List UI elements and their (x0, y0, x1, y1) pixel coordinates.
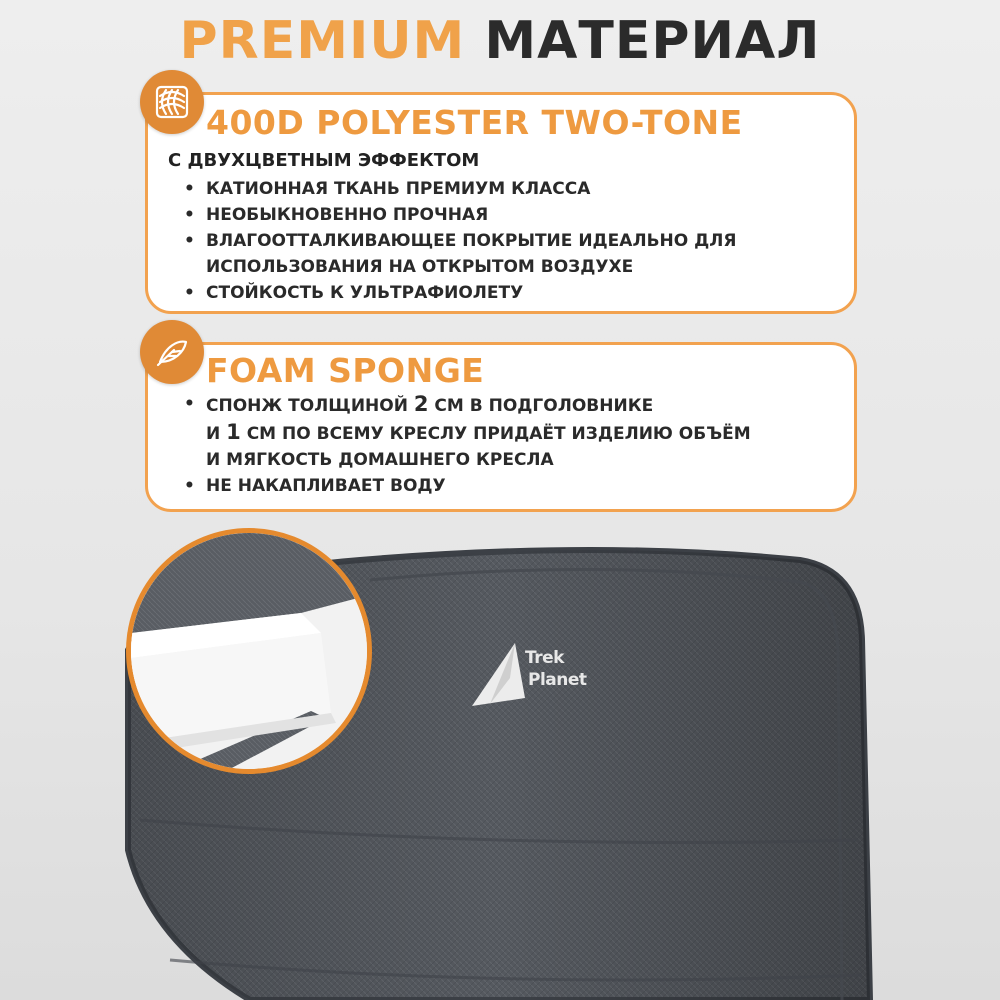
logo-text-trek: Trek (525, 648, 564, 668)
feature-list-foam (168, 391, 751, 499)
feather-icon (140, 320, 204, 384)
list-item: • СПОНЖ ТОЛЩИНОЙ 2 СМ В ПОДГОЛОВНИКЕ (168, 391, 751, 419)
list-item: • ВЛАГООТТАЛКИВАЮЩЕЕ ПОКРЫТИЕ ИДЕАЛЬНО ДЛЯ (168, 228, 736, 254)
card-subtitle: С ДВУХЦВЕТНЫМ ЭФФЕКТОМ (168, 150, 480, 171)
card-heading-foam: FOAM SPONGE (206, 351, 485, 390)
feature-list-polyester (168, 176, 736, 306)
feature-card-foam (145, 342, 857, 512)
list-item: • КАТИОННАЯ ТКАНЬ ПРЕМИУМ КЛАССА (168, 176, 736, 202)
logo-text-planet: Planet (528, 670, 587, 690)
material-layers-illustration (131, 533, 372, 774)
card-heading-polyester: 400D POLYESTER TWO-TONE (206, 103, 743, 142)
feature-card-polyester (145, 92, 857, 314)
list-item: • СТОЙКОСТЬ К УЛЬТРАФИОЛЕТУ (168, 280, 736, 306)
list-item-continuation: ИСПОЛЬЗОВАНИЯ НА ОТКРЫТОМ ВОЗДУХЕ (206, 257, 634, 277)
page-title (0, 10, 1000, 72)
title-material: МАТЕРИАЛ (484, 11, 821, 71)
trek-planet-logo (470, 638, 600, 708)
list-item-continuation: И МЯГКОСТЬ ДОМАШНЕГО КРЕСЛА (206, 450, 554, 470)
list-item: • НЕ НАКАПЛИВАЕТ ВОДУ (168, 473, 751, 499)
fabric-weave-icon (140, 70, 204, 134)
material-zoom-circle (126, 528, 372, 774)
list-item-continuation: И 1 СМ ПО ВСЕМУ КРЕСЛУ ПРИДАЁТ ИЗДЕЛИЮ ОБЪЁМ (206, 420, 751, 444)
list-item: • НЕОБЫКНОВЕННО ПРОЧНАЯ (168, 202, 736, 228)
title-premium: PREMIUM (179, 11, 466, 71)
